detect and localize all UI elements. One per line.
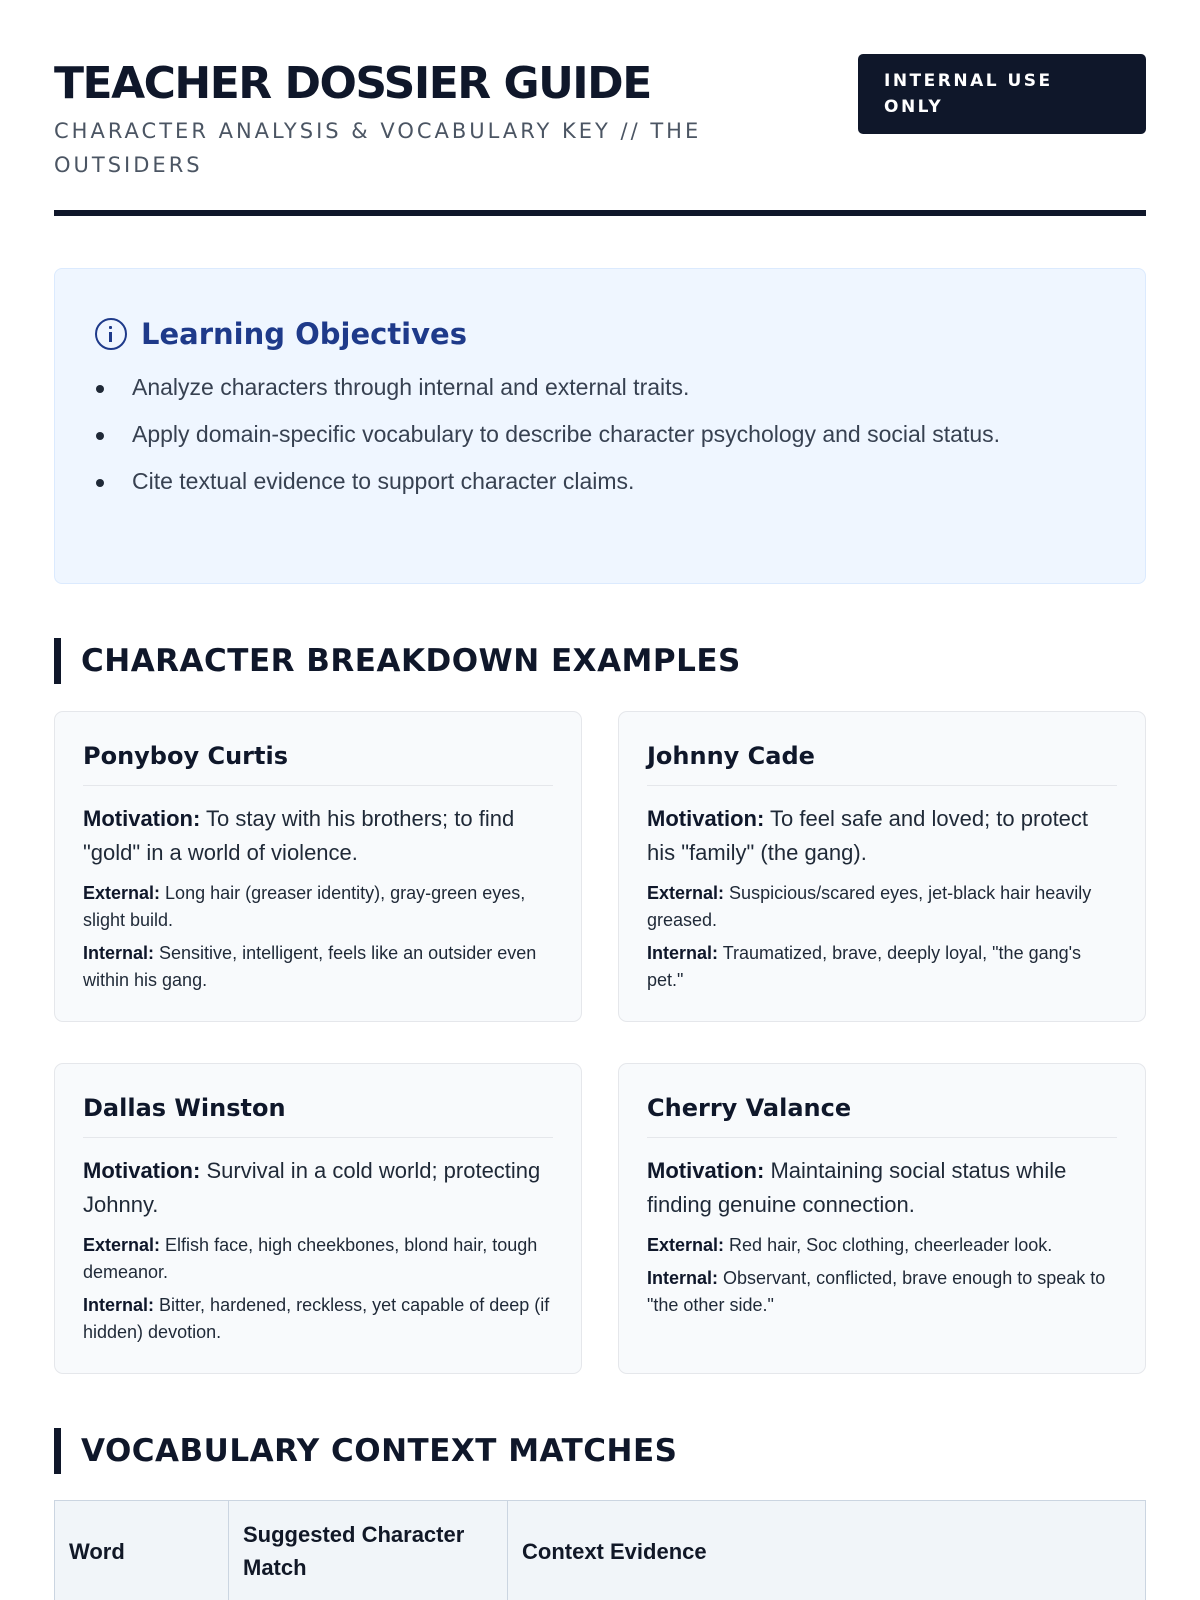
character-external [647, 880, 1117, 934]
external-text: Elfish face, high cheekbones, blond hair, tough demeanor. [83, 1235, 538, 1282]
motivation-text: Survival in a cold world; protecting Johnny. [83, 1158, 541, 1217]
objective-item [95, 461, 1105, 501]
objective-item [95, 367, 1105, 407]
motivation-label: Motivation: [83, 1158, 201, 1183]
internal-label: Internal: [647, 1268, 719, 1288]
internal-text: Traumatized, brave, deeply loyal, "the gang's pet." [647, 943, 1082, 990]
character-motivation [647, 1154, 1117, 1222]
external-text: Long hair (greaser identity), gray-green eyes, slight build. [83, 883, 526, 930]
external-label: External: [647, 883, 725, 903]
character-internal [647, 1265, 1117, 1319]
vocabulary-table-header [54, 1500, 1146, 1600]
objective-item [95, 414, 1105, 454]
objectives-title: Learning Objectives [141, 317, 467, 351]
character-external [83, 1232, 553, 1286]
motivation-text: Maintaining social status while finding genuine connection. [647, 1158, 1067, 1217]
motivation-label: Motivation: [647, 1158, 765, 1183]
objective-text: Apply domain-specific vocabulary to describe character psychology and social status. [132, 421, 1001, 447]
objective-text: Cite textual evidence to support character claims. [132, 468, 635, 494]
external-label: External: [647, 1235, 725, 1255]
internal-text: Bitter, hardened, reckless, yet capable of deep (if hidden) devotion. [83, 1295, 550, 1342]
motivation-label: Motivation: [83, 806, 201, 831]
external-text: Suspicious/scared eyes, jet-black hair heavily greased. [647, 883, 1092, 930]
character-internal [83, 1292, 553, 1346]
internal-text: Observant, conflicted, brave enough to speak to "the other side." [647, 1268, 1106, 1315]
dossier-page [54, 0, 1146, 1580]
page-header [54, 0, 1146, 216]
character-internal [647, 940, 1117, 994]
objectives-list [95, 367, 1105, 501]
page-subtitle: CHARACTER ANALYSIS & VOCABULARY KEY // THE OUTSIDERS [54, 119, 702, 177]
vocabulary-heading: VOCABULARY CONTEXT MATCHES [54, 1428, 678, 1474]
objectives-heading [95, 309, 1105, 359]
character-motivation [83, 802, 553, 870]
info-icon [95, 318, 127, 350]
internal-use-badge: INTERNAL USE ONLY [858, 54, 1146, 134]
internal-label: Internal: [83, 1295, 155, 1315]
character-card-dallas [54, 1063, 582, 1374]
bullet-icon [95, 461, 132, 501]
motivation-label: Motivation: [647, 806, 765, 831]
column-header-character-match: Suggested Character Match [229, 1501, 508, 1600]
character-name: Dallas Winston [83, 1094, 553, 1138]
internal-text: Sensitive, intelligent, feels like an outsider even within his gang. [83, 943, 537, 990]
motivation-text: To stay with his brothers; to find "gold" in a world of violence. [83, 806, 515, 865]
character-name: Johnny Cade [647, 742, 1117, 786]
bullet-icon [95, 414, 132, 454]
external-text: Red hair, Soc clothing, cheerleader look. [729, 1235, 1053, 1255]
character-name: Cherry Valance [647, 1094, 1117, 1138]
column-header-context-evidence: Context Evidence [522, 1538, 707, 1564]
objective-text: Analyze characters through internal and external traits. [132, 374, 690, 400]
internal-label: Internal: [647, 943, 719, 963]
character-card-johnny [618, 711, 1146, 1022]
character-motivation [83, 1154, 553, 1222]
character-external [647, 1232, 1117, 1259]
bullet-icon [95, 367, 132, 407]
internal-label: Internal: [83, 943, 155, 963]
column-header-word: Word [55, 1501, 229, 1600]
character-card-ponyboy [54, 711, 582, 1022]
page-title: TEACHER DOSSIER GUIDE [54, 58, 651, 109]
external-label: External: [83, 1235, 161, 1255]
character-breakdown-heading: CHARACTER BREAKDOWN EXAMPLES [54, 638, 741, 684]
external-label: External: [83, 883, 161, 903]
learning-objectives-panel [54, 268, 1146, 584]
character-internal [83, 940, 553, 994]
character-name: Ponyboy Curtis [83, 742, 553, 786]
character-card-cherry [618, 1063, 1146, 1374]
character-motivation [647, 802, 1117, 870]
character-external [83, 880, 553, 934]
motivation-text: To feel safe and loved; to protect his "family" (the gang). [647, 806, 1089, 865]
